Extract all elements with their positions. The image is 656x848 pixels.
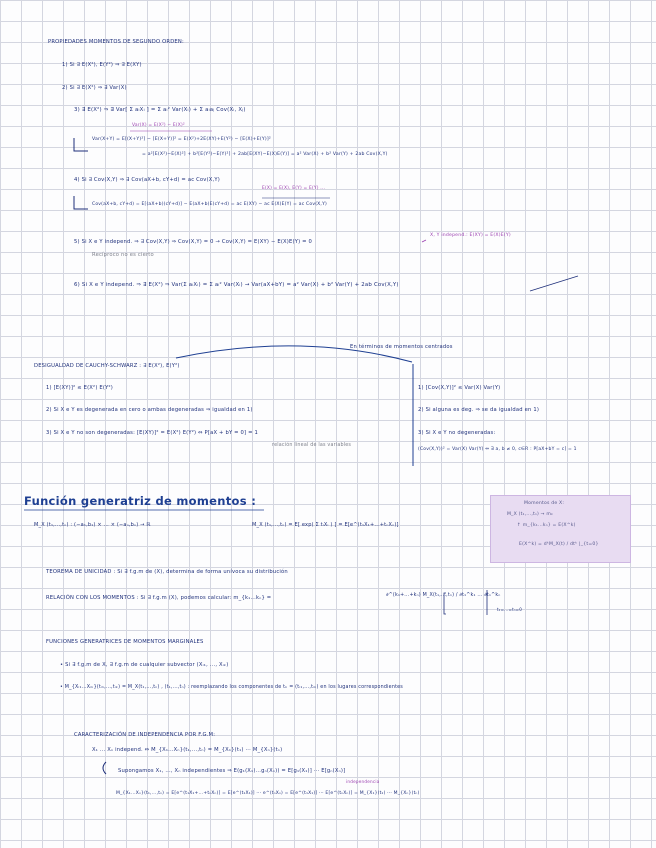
moments-relation-eval: t₁=...=tₙ=0 <box>497 607 522 612</box>
marginal-item-2: • M_{Xᵢ₁...Xᵢₖ}(tᵢ₁,...,tᵢₖ) = M_X(t₁,...,tₙ) , (t₁,...,tₙ) : reemplazando los componentes de tₖ = (tᵢ₁,...,tᵢₖ) en los lugares correspondientes <box>60 685 404 690</box>
property-2: 2) Si ∃ E(X²) ⇒ ∃ Var(X) <box>62 85 127 91</box>
moments-box <box>490 495 631 563</box>
property-3: 3) ∃ E(X²) ⇒ ∃ Var[ Σ aᵢXᵢ ] = Σ aᵢ² Var(Xᵢ) + Σ aᵢaⱼ Cov(Xᵢ, Xⱼ) <box>74 107 246 113</box>
marginal-item-1: • Si ∃ f.g.m de X, ∃ f.g.m de cualquier subvector (Xᵢ₁, ..., Xᵢₖ) <box>60 662 229 668</box>
cs-right-3: 3) Si X e Y no degeneradas: <box>418 430 496 436</box>
note-variance: Var(X) = E(X²) − E(X)² <box>132 123 185 128</box>
cs-left-2: 2) Si X e Y es degenerada en cero o ambas degeneradas ⇒ igualdad en 1) <box>46 407 253 413</box>
independence-title: CARACTERIZACIÓN DE INDEPENDENCIA POR F.G.M: <box>74 732 216 738</box>
property-5: 5) Si X e Y independ. ⇒ ∃ Cov(X,Y) ⇒ Cov(X,Y) = 0 → Cov(X,Y) = E(XY) − E(X)E(Y) = 0 <box>74 239 313 245</box>
uniqueness-theorem: TEOREMA DE UNICIDAD : Si ∃ f.g.m de (X), determina de forma unívoca su distribución <box>46 569 288 575</box>
note-independence: X, Y independ.: E(XY) = E(X)E(Y) <box>430 233 511 238</box>
mgf-definition: M_X (t₁,...,tₙ) = E[ exp( Σ tᵢXᵢ ) ] = E[e^(t₁X₁+...+tₙXₙ)] <box>252 522 399 528</box>
cs-left-3: 3) Si X e Y no son degeneradas: [E(XY)]² = E(X²) E(Y²) ⇔ P[aX + bY = 0] = 1 <box>46 430 259 436</box>
property-1: 1) Si ∃ E(X²), E(Y²) ⇒ ∃ E(XY) <box>62 62 142 68</box>
note-central-moments: En términos de momentos centrados <box>350 344 453 350</box>
independence-proof: M_{X₁...Xₙ}(t₁,...,tₙ) = E[e^(t₁X₁+...+tₙXₙ)] = E[e^(t₁X₁)] ··· e^(tₙXₙ) = E[e^(t₁X₁)] ··· E[e^(tₙXₙ)] = M_{X₁}(t₁) ··· M_{Xₙ}(tₙ) <box>116 791 420 796</box>
independence-assumption: Supongamos X₁, ..., Xₙ independientes ⇒ E(g₁(X₁)...gₙ(Xₙ)) = E[g₁(X₁)] ··· E[gₙ(Xₙ)] <box>118 768 346 774</box>
cauchy-schwarz-title: DESIGUALDAD DE CAUCHY-SCHWARZ : ∃ E(X²), E(Y²) <box>34 363 180 369</box>
box-line-4: E(X^k) = dᵏM_X(t) / dtᵏ |_{t=0} <box>519 542 599 547</box>
cs-left-1: 1) [E(XY)]² ≤ E(X²) E(Y²) <box>46 385 113 391</box>
reciprocal-note: Recíproco no es cierto <box>92 252 154 258</box>
box-line-2: M_X (t₁,...,tₙ) → mₖ <box>507 512 554 517</box>
variance-expansion-2: = a²[E(X²)−E(X)²] + b²[E(Y²)−E(Y)²] + 2ab[E(XY)−E(X)E(Y)] = a² Var(X) + b² Var(Y) + 2ab Cov(X,Y) <box>142 152 388 157</box>
note-expectations: E(X) = E(X), E(Y) = E(Y) ... <box>262 186 326 191</box>
box-line-3: ↑ m_{k₁...kₙ} = E(X^k) <box>517 523 576 528</box>
moments-relation-label: RELACIÓN CON LOS MOMENTOS : Si ∃ f.g.m (X), podemos calcular: m_{k₁...kₙ} = <box>46 595 272 601</box>
box-line-1: Momentos de X: <box>524 501 565 506</box>
mgf-domain: M_X (t₁,...,tₙ) : (−a₁,b₁) × ... × (−aₙ,bₙ) → ℝ <box>34 522 151 528</box>
cs-right-2: 2) Si alguna es deg. ⇒ se da igualdad en 1) <box>418 407 540 413</box>
mgf-heading: Función generatriz de momentos : <box>24 494 257 508</box>
moments-relation-formula: ∂^(k₁+...+kₙ) M_X(t₁,...,tₙ) / ∂t₁^k₁ ... ∂tₙ^kₙ <box>386 593 501 598</box>
cs-right-1: 1) [Cov(X,Y)]² ≤ Var(X) Var(Y) <box>418 385 501 391</box>
independence-criterion: X₁ ... Xₙ independ. ⇔ M_{X₁...Xₙ}(t₁,...,tₙ) = M_{X₁}(t₁) ··· M_{Xₙ}(tₙ) <box>92 747 283 753</box>
covariance-expansion: Cov(aX+b, cY+d) = E[(aX+b)(cY+d)] − E(aX+b)E(cY+d) = ac E(XY) − ac E(X)E(Y) = ac Cov(X,Y) <box>92 202 327 207</box>
property-4: 4) Si ∃ Cov(X,Y) ⇒ ∃ Cov(aX+b, cY+d) = ac Cov(X,Y) <box>74 177 220 183</box>
variance-expansion-1: Var(X+Y) = E[(X+Y)²] − [E(X+Y)]² = E(X²)+2E(XY)+E(Y²) − [E(X)+E(Y)]² <box>92 137 271 142</box>
property-6: 6) Si X e Y independ. ⇒ ∃ E(X²) ⇒ Var(Σ aᵢXᵢ) = Σ aᵢ² Var(Xᵢ) → Var(aX+bY) = a² Var(X) + b² Var(Y) + 2ab Cov(X,Y) <box>74 282 399 288</box>
section-title-second-order: PROPIEDADES MOMENTOS DE SEGUNDO ORDEN: <box>48 39 184 45</box>
independence-note: independencia <box>346 779 380 784</box>
linear-relation-note: relación lineal de las variables <box>272 443 352 448</box>
cs-right-4: (Cov(X,Y))² = Var(X) Var(Y) ⇔ ∃ a, b ≠ 0, c∈R : P[aX+bY = c] = 1 <box>418 447 577 452</box>
marginal-mgf-title: FUNCIONES GENERATRICES DE MOMENTOS MARGINALES <box>46 639 204 645</box>
